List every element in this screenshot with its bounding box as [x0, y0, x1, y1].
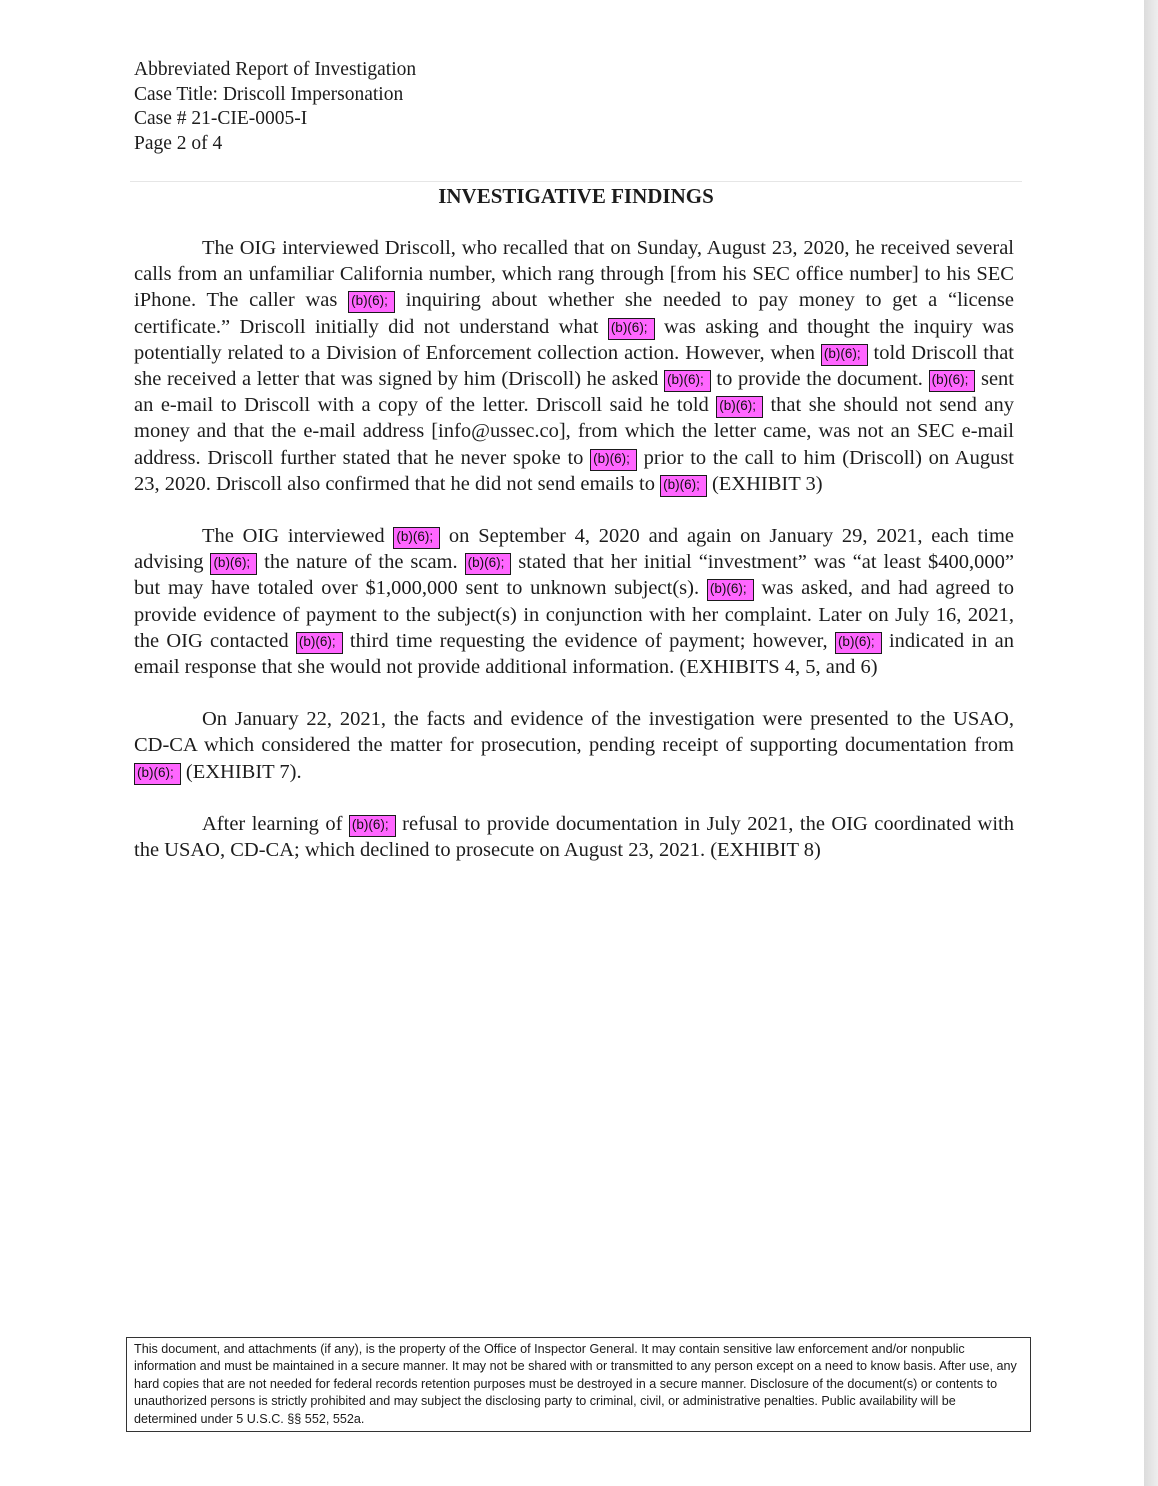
- text-segment: indicated in an email response that she would not provide additional information. (EXHIBITS 4, 5, and 6): [134, 629, 1014, 679]
- text-segment: that she should not send any money and that the e-mail address [info@ussec.co], from which the letter came, was not an SEC e-mail address. Driscoll further stated that he never spoke to: [134, 394, 1014, 469]
- text-segment: was asking and thought the inquiry was potentially related to a Division of Enforcement collection action. However, when: [134, 315, 1014, 364]
- text-segment: The OIG interviewed: [202, 525, 394, 548]
- text-segment: After learning of: [202, 812, 349, 835]
- redaction-box: (b)(6);: [664, 370, 711, 392]
- text-segment: refusal to provide documentation in July 2021, the OIG coordinated with the USAO, CD-CA; which declined to prosecute on August 23, 2021. (EXHIBIT 8): [134, 812, 1014, 862]
- text-segment: (EXHIBIT 3): [706, 472, 823, 495]
- redaction-box: (b)(6);: [134, 763, 181, 785]
- confidentiality-notice: This document, and attachments (if any), is the property of the Office of Inspector General. It may contain sensitive law enforcement and/or nonpublic information and must be maintained in a secure manner. It may not be shared with or transmitted to any person except on a need to know basis. After use, any hard copies that are not needed for federal records retention purposes must be destroyed in a secure manner. Disclosure of the document(s) or contents to unauthorized persons is strictly prohibited and may subject the disclosing party to criminal, civil, or administrative penalties. Public availability will be determined under 5 U.S.C. §§ 552, 552a.: [126, 1337, 1031, 1432]
- text-segment: the nature of the scam.: [257, 551, 465, 574]
- redaction-box: (b)(6);: [348, 291, 395, 313]
- text-segment: to provide the document.: [710, 368, 929, 391]
- report-header: [134, 58, 416, 156]
- redaction-box: (b)(6);: [716, 396, 763, 418]
- text-segment: sent an e-mail to Driscoll with a copy of the letter. Driscoll said he told: [134, 368, 1014, 417]
- redaction-box: (b)(6);: [210, 553, 257, 575]
- paragraph-1: [134, 235, 1014, 497]
- section-title: INVESTIGATIVE FINDINGS: [438, 184, 714, 208]
- redaction-box: (b)(6);: [821, 344, 868, 366]
- report-type: Abbreviated Report of Investigation: [134, 59, 417, 80]
- page-edge-shadow: [1144, 0, 1158, 1486]
- findings-body: [134, 235, 1014, 889]
- redaction-box: (b)(6);: [465, 553, 512, 575]
- header-divider: [130, 181, 1022, 182]
- redaction-box: (b)(6);: [296, 632, 343, 654]
- case-title: Case Title: Driscoll Impersonation: [134, 83, 404, 105]
- paragraph-3: [134, 706, 1014, 785]
- redaction-box: (b)(6);: [707, 579, 754, 601]
- text-segment: stated that her initial “investment” was “at least $400,000” but may have totaled over $1,000,000 sent to unknown subject(s).: [134, 551, 1015, 600]
- text-segment: (EXHIBIT 7).: [180, 760, 302, 783]
- redaction-box: (b)(6);: [835, 632, 882, 654]
- paragraph-2: [134, 523, 1014, 680]
- text-segment: told Driscoll that she received a letter that was signed by him (Driscoll) he asked: [134, 341, 1014, 391]
- case-number: Case # 21-CIE-0005-I: [134, 108, 308, 129]
- paragraph-4: [134, 811, 1014, 863]
- redaction-box: (b)(6);: [608, 318, 655, 340]
- text-segment: inquiring about whether she needed to pay money to get a “license certificate.” Driscoll initially did not understand what: [134, 289, 1014, 338]
- text-segment: The OIG interviewed Driscoll, who recalled that on Sunday, August 23, 2020, he received several calls from an unfamiliar California number, which rang through [from his SEC office number] to his SEC iPhone. The caller was: [134, 237, 1014, 312]
- text-segment: third time requesting the evidence of payment; however,: [342, 629, 835, 652]
- text-segment: was asked, and had agreed to provide evidence of payment to the subject(s) in conjunction with her complaint. Later on July 16, 2021, the OIG contacted: [134, 577, 1014, 652]
- text-segment: on September 4, 2020 and again on January 29, 2021, each time advising: [134, 525, 1014, 574]
- text-segment: prior to the call to him (Driscoll) on August 23, 2020. Driscoll also confirmed that he did not send emails to: [134, 446, 1014, 495]
- redaction-box: (b)(6);: [660, 475, 707, 497]
- text-segment: On January 22, 2021, the facts and evidence of the investigation were presented to the USAO, CD-CA which considered the matter for prosecution, pending receipt of supporting documentation from: [134, 708, 1014, 757]
- page-number: Page 2 of 4: [134, 132, 223, 154]
- redaction-box: (b)(6);: [349, 815, 396, 837]
- redaction-box: (b)(6);: [590, 449, 637, 471]
- redaction-box: (b)(6);: [393, 527, 440, 549]
- redaction-box: (b)(6);: [929, 370, 976, 392]
